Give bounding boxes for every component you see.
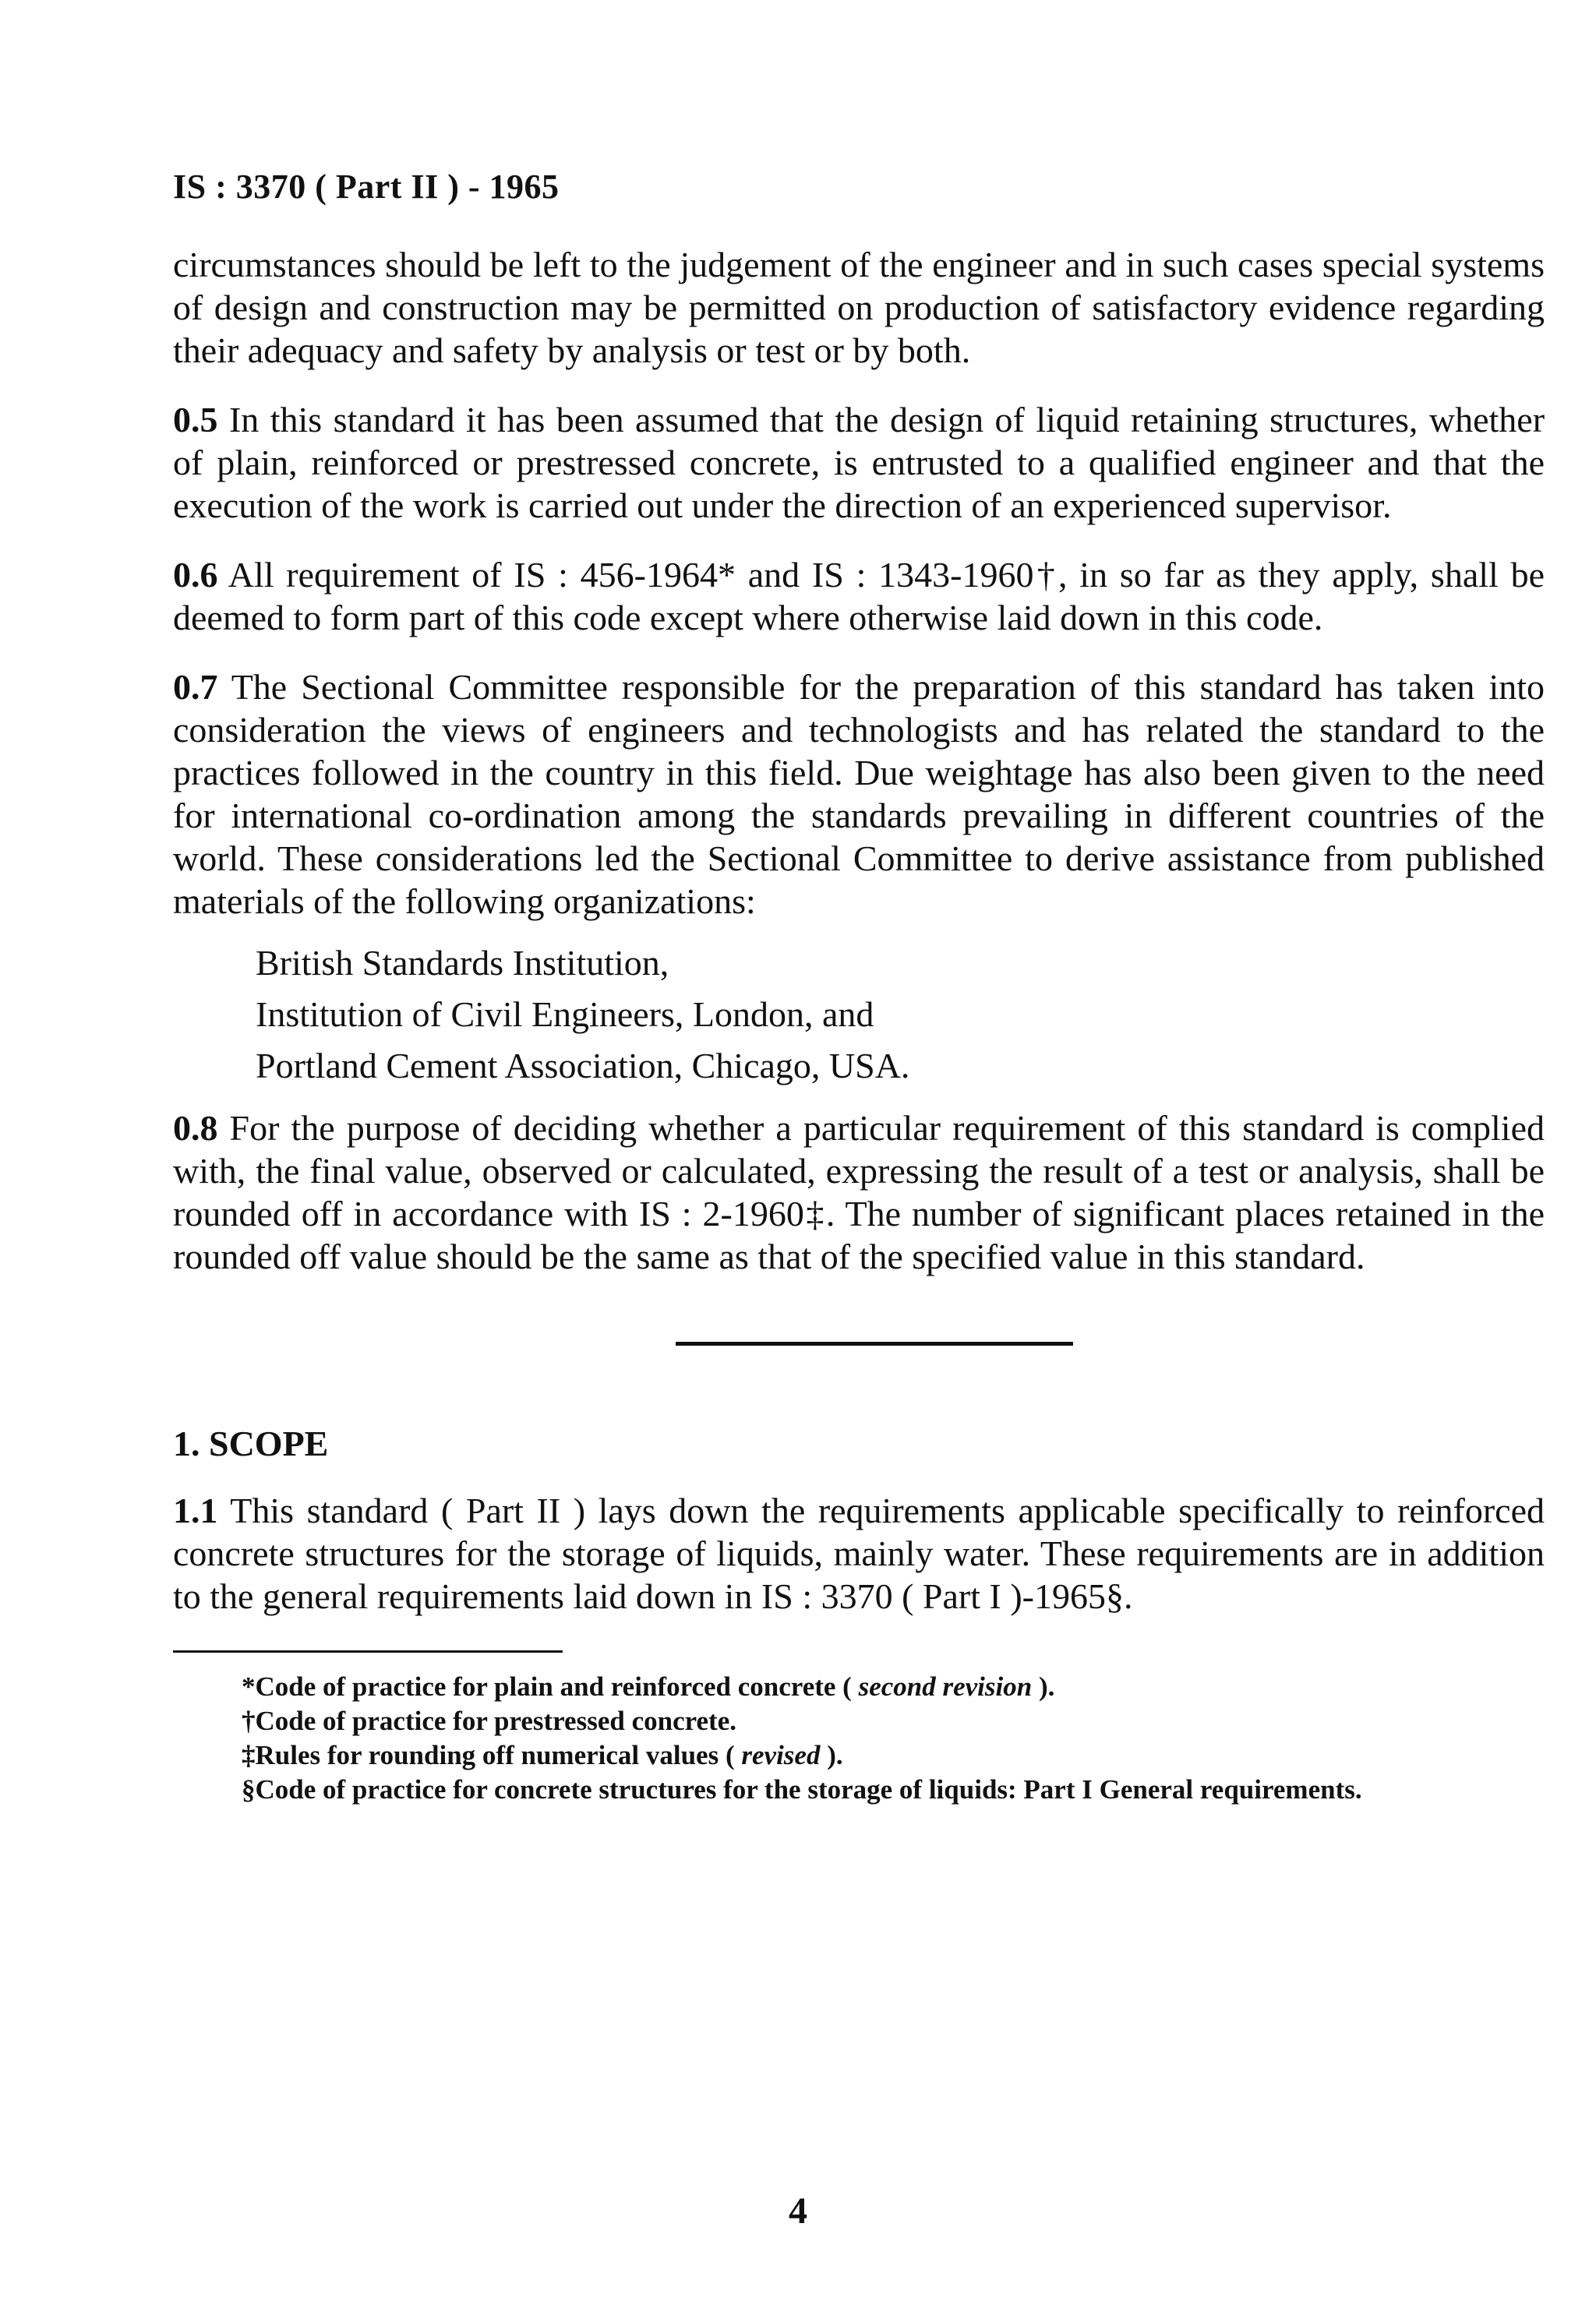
clause-0-7 [173, 665, 1545, 923]
clause-number: 0.5 [173, 400, 218, 439]
organization-item: Portland Cement Association, Chicago, USA. [256, 1046, 910, 1085]
clause-number: 0.7 [173, 667, 218, 707]
paragraph-0-4-continued: circumstances should be left to the judgement of the engineer and in such cases special systems of design and construction may be permitted on production of satisfactory evidence regarding their adequacy and safety by analysis or test or by both. [173, 245, 1545, 370]
organization-list [256, 941, 1545, 1088]
organization-item: British Standards Institution, [256, 943, 669, 983]
footnote: *Code of practice for plain and reinforced concrete ( second revision ). [242, 1671, 1055, 1702]
clause-0-8 [173, 1106, 1545, 1278]
footnote-divider [173, 1650, 563, 1653]
clause-0-6 [173, 553, 1545, 639]
clause-number: 0.6 [173, 555, 218, 595]
clause-1-1 [173, 1489, 1545, 1618]
footnote: †Code of practice for prestressed concrete. [242, 1706, 736, 1736]
clause-text: In this standard it has been assumed that the design of liquid retaining structures, whether of plain, reinforced or prestressed concrete, is entrusted to a qualified engineer and that the execution of the work is carried out under the direction of an experienced supervisor. [173, 400, 1545, 525]
clause-0-5 [173, 398, 1545, 527]
clause-number: 0.8 [173, 1108, 218, 1148]
document-header: IS : 3370 ( Part II ) - 1965 [173, 168, 560, 206]
footnotes [173, 1670, 1545, 1807]
clause-text: All requirement of IS : 456-1964* and IS : 1343-1960†, in so far as they apply, shall be deemed to form part of this code except where otherwise laid down in this code. [173, 555, 1545, 637]
clause-number: 1.1 [173, 1491, 218, 1530]
footnote: §Code of practice for concrete structures for the storage of liquids: Part I General requirements. [242, 1774, 1362, 1805]
clause-text: This standard ( Part II ) lays down the requirements applicable specifically to reinforced concrete structures for the storage of liquids, mainly water. These requirements are in addition to the general requirements laid down in IS : 3370 ( Part I )-1965§. [173, 1491, 1545, 1616]
section-divider [676, 1342, 1073, 1346]
section-heading-scope: 1. SCOPE [173, 1424, 329, 1463]
document-page [173, 164, 1545, 1807]
clause-text: For the purpose of deciding whether a particular requirement of this standard is complied with, the final value, observed or calculated, expressing the result of a test or analysis, shall be rounded off in accordance with IS : 2-1960‡. The number of significant places retained in the rounded off value should be the same as that of the specified value in this standard. [173, 1108, 1545, 1276]
footnote: ‡Rules for rounding off numerical values ( revised ). [242, 1740, 843, 1770]
page-number: 4 [789, 2190, 807, 2232]
organization-item: Institution of Civil Engineers, London, and [256, 994, 874, 1034]
clause-text: The Sectional Committee responsible for the preparation of this standard has taken into consideration the views of engineers and technologists and has related the standard to the practices followed in the country in this field. Due weightage has also been given to the need for international co-ordination among the standards prevailing in different countries of the world. These considerations led the Sectional Committee to derive assistance from published materials of the following organizations: [173, 667, 1545, 921]
